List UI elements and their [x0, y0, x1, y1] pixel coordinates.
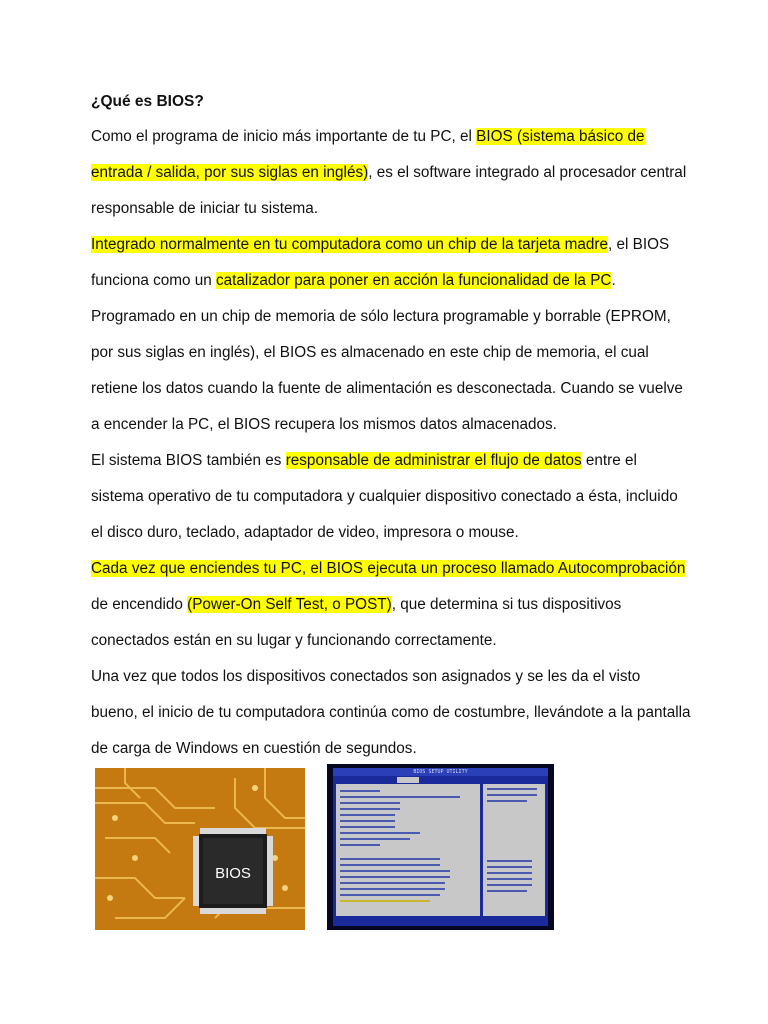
paragraph-text: , el BIOS funciona como un: [91, 236, 670, 289]
paragraph-text: , es el software integrado al procesador central responsable de iniciar tu sistema.: [91, 164, 687, 217]
document-body: [91, 119, 691, 767]
paragraph: [91, 299, 691, 443]
paragraph-text: .: [611, 272, 616, 289]
paragraph-text: Una vez que todos los dispositivos conectados son asignados y se les da el visto bueno, el inicio de tu computadora continúa como de costumbre, llevándote a la pantalla de carga de Windows en cuestión de segundos.: [91, 668, 691, 757]
paragraph: [91, 659, 691, 767]
paragraph-text: Como el programa de inicio más importante de tu PC, el: [91, 128, 477, 145]
paragraph-text: , que determina si tus dispositivos conectados están en su lugar y funcionando correctamente.: [91, 596, 622, 649]
highlighted-text: Integrado normalmente en tu computadora como un chip de la tarjeta madre: [91, 236, 608, 253]
paragraph-text: de encendido: [91, 596, 188, 613]
highlighted-text: (Power-On Self Test, o POST): [187, 596, 392, 613]
paragraph: [91, 443, 691, 551]
bios-screen: [333, 768, 548, 926]
highlighted-text: Cada vez que enciendes tu PC, el BIOS ejecuta un proceso llamado Autocomprobación: [91, 560, 686, 577]
highlighted-text: responsable de administrar el flujo de datos: [285, 452, 582, 469]
circuit-board-graphic: [95, 768, 305, 930]
highlighted-text: BIOS (sistema básico de entrada / salida, por sus siglas en inglés): [91, 128, 645, 181]
paragraph-text: El sistema BIOS también es: [91, 452, 286, 469]
bios-title: BIOS SETUP UTILITY: [333, 768, 548, 776]
paragraph: [91, 119, 691, 227]
bios-main-panel: [336, 784, 480, 916]
paragraph: [91, 551, 691, 659]
bios-footer: [333, 918, 548, 926]
paragraph-text: Programado en un chip de memoria de sólo lectura programable y borrable (EPROM, por sus siglas en inglés), el BIOS es almacenado en este chip de memoria, el cual retiene los datos cuando la fuente de alimentación es desconectada. Cuando se vuelve a encender la PC, el BIOS recupera los mismos datos almacenados.: [91, 308, 683, 433]
bios-chip-image: [95, 768, 305, 930]
bios-tab-main: [397, 777, 419, 783]
chip-label: BIOS: [215, 865, 251, 882]
highlighted-text: catalizador para poner en acción la funcionalidad de la PC: [216, 272, 612, 289]
bios-help-panel: [483, 784, 545, 916]
page-title: ¿Qué es BIOS?: [91, 93, 204, 110]
paragraph: [91, 227, 691, 299]
paragraph-text: entre el sistema operativo de tu computadora y cualquier dispositivo conectado a ésta, incluido el disco duro, teclado, adaptador de video, impresora o mouse.: [91, 452, 678, 541]
bios-setup-screenshot: [327, 764, 554, 930]
